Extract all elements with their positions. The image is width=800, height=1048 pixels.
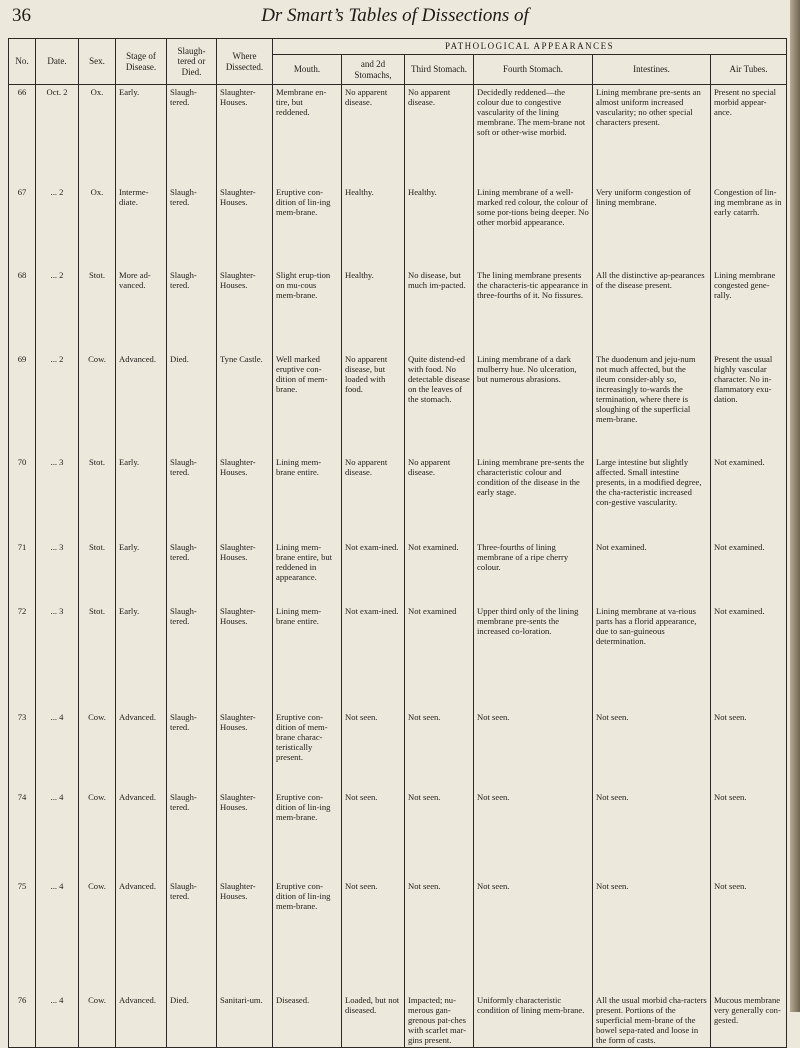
cell-stage: Early.	[116, 540, 167, 604]
cell-slaughtered: Slaugh-tered.	[167, 604, 217, 710]
table-row	[9, 710, 787, 790]
cell-third-stomach: No apparent disease.	[405, 85, 474, 185]
cell-no: 69	[9, 352, 36, 455]
cell-fourth-stomach: Lining membrane of a dark mulberry hue. No ulceration, but numerous abrasions.	[474, 352, 593, 455]
cell-mouth: Eruptive con-dition of lin-ing mem-brane.	[273, 185, 342, 268]
cell-no: 74	[9, 790, 36, 879]
cell-first-second-stomachs: Healthy.	[342, 268, 405, 352]
cell-fourth-stomach: Lining membrane pre-sents the characteristic colour and condition of the disease in the early stage.	[474, 455, 593, 540]
table-row	[9, 540, 787, 604]
cell-date: ... 4	[36, 993, 79, 1048]
cell-intestines: All the usual morbid cha-racters present. Portions of the superficial mem-brane of the bowel sepa-rated and loose in the form of casts.	[593, 993, 711, 1048]
cell-where: Slaughter-Houses.	[217, 455, 273, 540]
cell-date: ... 4	[36, 790, 79, 879]
cell-first-second-stomachs: Healthy.	[342, 185, 405, 268]
header-where: Where Dissected.	[217, 39, 273, 85]
cell-fourth-stomach: Not seen.	[474, 790, 593, 879]
cell-date: ... 4	[36, 710, 79, 790]
cell-third-stomach: No disease, but much im-pacted.	[405, 268, 474, 352]
cell-slaughtered: Slaugh-tered.	[167, 540, 217, 604]
cell-sex: Cow.	[79, 790, 116, 879]
cell-air-tubes: Congestion of lin-ing membrane as in early catarrh.	[711, 185, 787, 268]
header-third-stomach: Third Stomach.	[405, 55, 474, 85]
table-row	[9, 993, 787, 1048]
header-stage: Stage of Disease.	[116, 39, 167, 85]
cell-intestines: All the distinctive ap-pearances of the disease present.	[593, 268, 711, 352]
cell-first-second-stomachs: Not seen.	[342, 710, 405, 790]
page-number: 36	[12, 5, 31, 26]
cell-where: Slaughter-Houses.	[217, 604, 273, 710]
header-sex: Sex.	[79, 39, 116, 85]
cell-sex: Cow.	[79, 993, 116, 1048]
cell-fourth-stomach: Upper third only of the lining membrane pre-sents the increased co-loration.	[474, 604, 593, 710]
cell-fourth-stomach: Lining membrane of a well-marked red colour, the colour of some por-tions being deeper. No other morbid appearance.	[474, 185, 593, 268]
cell-air-tubes: Mucous membrane very generally con-gested.	[711, 993, 787, 1048]
cell-no: 68	[9, 268, 36, 352]
cell-intestines: Not seen.	[593, 710, 711, 790]
cell-stage: Advanced.	[116, 352, 167, 455]
cell-date: Oct. 2	[36, 85, 79, 185]
cell-intestines: Lining membrane pre-sents an almost uniform increased vascularity; no other special characters present.	[593, 85, 711, 185]
cell-intestines: Not examined.	[593, 540, 711, 604]
cell-third-stomach: Not seen.	[405, 879, 474, 993]
table-row	[9, 790, 787, 879]
cell-third-stomach: No apparent disease.	[405, 455, 474, 540]
cell-sex: Cow.	[79, 352, 116, 455]
cell-mouth: Lining mem-brane entire, but reddened in appearance.	[273, 540, 342, 604]
page-title: Dr Smart’s Tables of Dissections of	[261, 5, 529, 26]
book-edge	[790, 0, 800, 1012]
cell-intestines: Large intestine but slightly affected. Small intestine presents, in a modified degree, the cha-racteristic increased con-gestive vascularity.	[593, 455, 711, 540]
cell-air-tubes: Not examined.	[711, 540, 787, 604]
cell-air-tubes: Present the usual highly vascular character. No in-flammatory exu-dation.	[711, 352, 787, 455]
cell-third-stomach: Healthy.	[405, 185, 474, 268]
cell-intestines: Very uniform congestion of lining membrane.	[593, 185, 711, 268]
cell-slaughtered: Slaugh-tered.	[167, 790, 217, 879]
cell-first-second-stomachs: No apparent disease.	[342, 455, 405, 540]
cell-sex: Stot.	[79, 540, 116, 604]
cell-third-stomach: Impacted; nu-merous gan-grenous pat-ches with scarlet mar-gins present.	[405, 993, 474, 1048]
cell-stage: More ad-vanced.	[116, 268, 167, 352]
page-header	[0, 0, 800, 34]
cell-first-second-stomachs: No apparent disease, but loaded with food.	[342, 352, 405, 455]
cell-third-stomach: Not seen.	[405, 710, 474, 790]
cell-mouth: Lining mem-brane entire.	[273, 604, 342, 710]
cell-sex: Ox.	[79, 185, 116, 268]
cell-third-stomach: Not examined	[405, 604, 474, 710]
cell-intestines: The duodenum and jeju-num not much affected, but the ileum consider-ably so, increasingly to-wards the termination, where there is sloughing of the superficial mem-brane.	[593, 352, 711, 455]
header-air-tubes: Air Tubes.	[711, 55, 787, 85]
table-row	[9, 604, 787, 710]
cell-first-second-stomachs: Not exam-ined.	[342, 604, 405, 710]
cell-where: Slaughter-Houses.	[217, 540, 273, 604]
cell-date: ... 2	[36, 352, 79, 455]
cell-air-tubes: Present no special morbid appear-ance.	[711, 85, 787, 185]
cell-date: ... 4	[36, 879, 79, 993]
cell-stage: Early.	[116, 85, 167, 185]
cell-where: Slaughter-Houses.	[217, 185, 273, 268]
cell-no: 66	[9, 85, 36, 185]
cell-no: 72	[9, 604, 36, 710]
cell-slaughtered: Slaugh-tered.	[167, 268, 217, 352]
cell-stage: Advanced.	[116, 790, 167, 879]
cell-slaughtered: Slaugh-tered.	[167, 879, 217, 993]
cell-air-tubes: Not seen.	[711, 879, 787, 993]
cell-third-stomach: Not examined.	[405, 540, 474, 604]
header-mouth: Mouth.	[273, 55, 342, 85]
header-pathological-appearances: PATHOLOGICAL APPEARANCES	[273, 39, 787, 55]
table-row	[9, 352, 787, 455]
cell-date: ... 2	[36, 185, 79, 268]
cell-mouth: Eruptive con-dition of lin-ing mem-brane.	[273, 879, 342, 993]
cell-slaughtered: Slaugh-tered.	[167, 710, 217, 790]
cell-air-tubes: Not examined.	[711, 604, 787, 710]
table-row	[9, 85, 787, 185]
cell-fourth-stomach: Uniformly characteristic condition of lining mem-brane.	[474, 993, 593, 1048]
cell-first-second-stomachs: Not seen.	[342, 790, 405, 879]
cell-air-tubes: Not seen.	[711, 710, 787, 790]
cell-slaughtered: Slaugh-tered.	[167, 455, 217, 540]
cell-stage: Advanced.	[116, 710, 167, 790]
header-fourth-stomach: Fourth Stomach.	[474, 55, 593, 85]
cell-fourth-stomach: Three-fourths of lining membrane of a ripe cherry colour.	[474, 540, 593, 604]
header-date: Date.	[36, 39, 79, 85]
cell-where: Slaughter-Houses.	[217, 85, 273, 185]
cell-fourth-stomach: Not seen.	[474, 710, 593, 790]
cell-intestines: Not seen.	[593, 879, 711, 993]
cell-intestines: Not seen.	[593, 790, 711, 879]
cell-mouth: Slight erup-tion on mu-cous mem-brane.	[273, 268, 342, 352]
cell-mouth: Well marked eruptive con-dition of mem-brane.	[273, 352, 342, 455]
cell-sex: Stot.	[79, 268, 116, 352]
cell-stage: Interme-diate.	[116, 185, 167, 268]
cell-slaughtered: Died.	[167, 352, 217, 455]
cell-sex: Cow.	[79, 710, 116, 790]
cell-where: Tyne Castle.	[217, 352, 273, 455]
table-row	[9, 455, 787, 540]
table-row	[9, 879, 787, 993]
cell-no: 71	[9, 540, 36, 604]
cell-sex: Stot.	[79, 604, 116, 710]
cell-air-tubes: Lining membrane congested gene-rally.	[711, 268, 787, 352]
cell-mouth: Eruptive con-dition of lin-ing mem-brane.	[273, 790, 342, 879]
cell-date: ... 3	[36, 455, 79, 540]
table-row	[9, 268, 787, 352]
cell-where: Slaughter-Houses.	[217, 879, 273, 993]
cell-fourth-stomach: Not seen.	[474, 879, 593, 993]
cell-date: ... 2	[36, 268, 79, 352]
cell-stage: Advanced.	[116, 993, 167, 1048]
cell-first-second-stomachs: Loaded, but not diseased.	[342, 993, 405, 1048]
cell-mouth: Eruptive con-dition of mem-brane charac-teristically present.	[273, 710, 342, 790]
cell-where: Sanitari-um.	[217, 993, 273, 1048]
cell-where: Slaughter-Houses.	[217, 268, 273, 352]
cell-where: Slaughter-Houses.	[217, 790, 273, 879]
cell-third-stomach: Quite distend-ed with food. No detectable disease on the leaves of the stomach.	[405, 352, 474, 455]
header-intestines: Intestines.	[593, 55, 711, 85]
cell-first-second-stomachs: No apparent disease.	[342, 85, 405, 185]
table-row	[9, 185, 787, 268]
cell-fourth-stomach: The lining membrane presents the characteris-tic appearance in three-fourths of it. No fissures.	[474, 268, 593, 352]
cell-no: 76	[9, 993, 36, 1048]
header-slaughtered: Slaugh-tered or Died.	[167, 39, 217, 85]
cell-mouth: Lining mem-brane entire.	[273, 455, 342, 540]
cell-third-stomach: Not seen.	[405, 790, 474, 879]
cell-mouth: Membrane en-tire, but reddened.	[273, 85, 342, 185]
dissections-table	[8, 38, 787, 1048]
cell-intestines: Lining membrane at va-rious parts has a florid appearance, due to san-guineous determination.	[593, 604, 711, 710]
cell-date: ... 3	[36, 540, 79, 604]
cell-stage: Advanced.	[116, 879, 167, 993]
cell-air-tubes: Not examined.	[711, 455, 787, 540]
cell-air-tubes: Not seen.	[711, 790, 787, 879]
cell-date: ... 3	[36, 604, 79, 710]
header-no: No.	[9, 39, 36, 85]
cell-no: 73	[9, 710, 36, 790]
cell-slaughtered: Slaugh-tered.	[167, 85, 217, 185]
header-first-second-stomachs: and 2d Stomachs,	[342, 55, 405, 85]
cell-sex: Stot.	[79, 455, 116, 540]
cell-no: 67	[9, 185, 36, 268]
cell-no: 75	[9, 879, 36, 993]
cell-sex: Cow.	[79, 879, 116, 993]
cell-stage: Early.	[116, 604, 167, 710]
cell-mouth: Diseased.	[273, 993, 342, 1048]
cell-first-second-stomachs: Not exam-ined.	[342, 540, 405, 604]
cell-first-second-stomachs: Not seen.	[342, 879, 405, 993]
cell-fourth-stomach: Decidedly reddened—the colour due to congestive vascularity of the lining membrane. The mem-brane not soft or other-wise morbid.	[474, 85, 593, 185]
cell-no: 70	[9, 455, 36, 540]
cell-slaughtered: Slaugh-tered.	[167, 185, 217, 268]
cell-slaughtered: Died.	[167, 993, 217, 1048]
cell-where: Slaughter-Houses.	[217, 710, 273, 790]
cell-sex: Ox.	[79, 85, 116, 185]
cell-stage: Early.	[116, 455, 167, 540]
